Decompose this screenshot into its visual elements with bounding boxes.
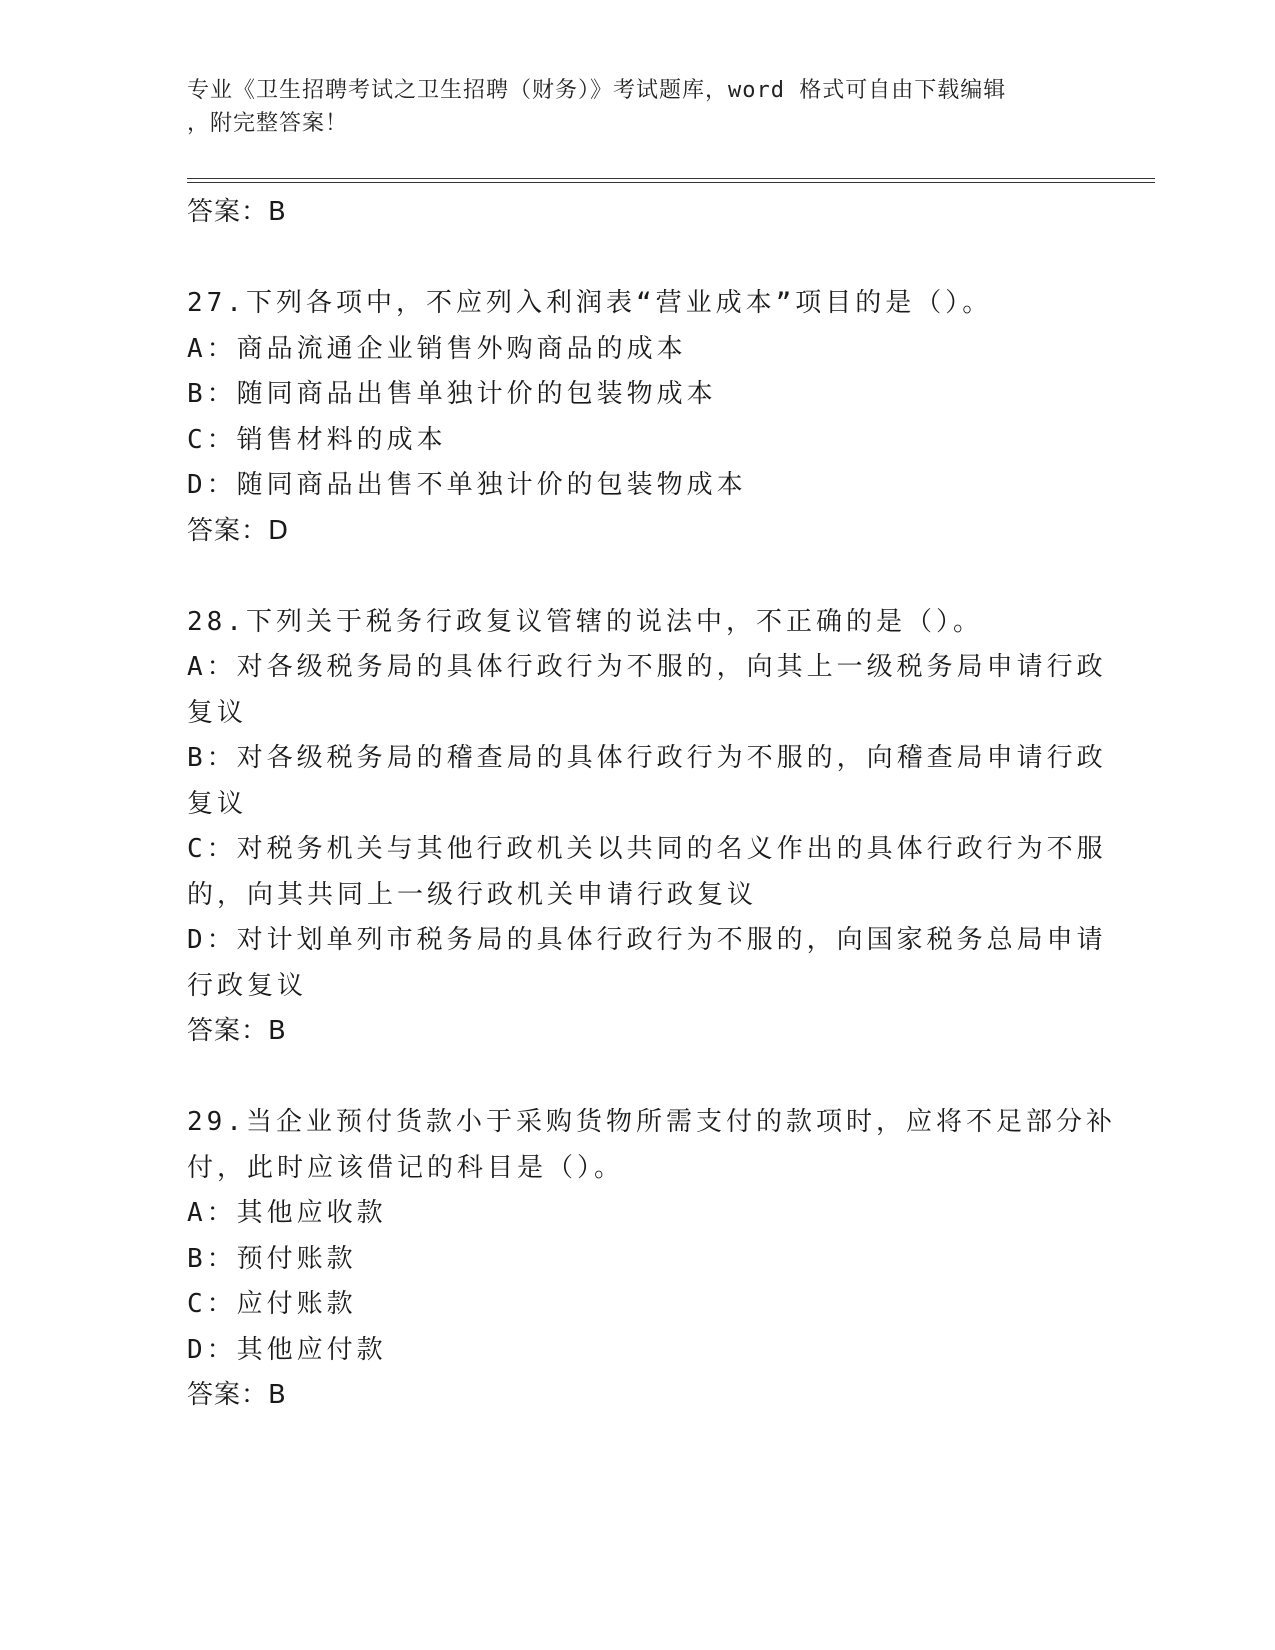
option-a: A：其他应收款: [187, 1198, 387, 1228]
previous-answer: 答案：B: [187, 197, 287, 227]
question-stem: 28.下列关于税务行政复议管辖的说法中，不正确的是（）。: [187, 606, 983, 637]
option-b-continued: 复议: [187, 788, 248, 819]
option-c: C：应付账款: [187, 1289, 357, 1319]
option-b: B：预付账款: [187, 1243, 357, 1274]
header-line-1: 专业《卫生招聘考试之卫生招聘（财务）》考试题库，word 格式可自由下载编辑: [187, 78, 1007, 103]
option-b: B：随同商品出售单独计价的包装物成本: [187, 379, 717, 409]
spacer: [187, 236, 1087, 282]
question-answer: 答案：B: [187, 1380, 287, 1410]
option-d: D：其他应付款: [187, 1334, 387, 1365]
question-answer: 答案：D: [187, 515, 290, 546]
question-stem: 27.下列各项中，不应列入利润表“营业成本”项目的是（）。: [187, 288, 993, 318]
question-content: [187, 190, 1116, 1419]
option-a: A：商品流通企业销售外购商品的成本: [187, 333, 687, 364]
header-divider: [187, 178, 1155, 183]
question-stem-continued: 付，此时应该借记的科目是（）。: [187, 1152, 625, 1183]
option-d: D：对计划单列市税务局的具体行政行为不服的，向国家税务总局申请: [187, 925, 1107, 955]
option-a-continued: 复议: [187, 697, 248, 728]
question-27: [187, 281, 1087, 554]
question-stem: 29.当企业预付货款小于采购货物所需支付的款项时，应将不足部分补: [187, 1107, 1116, 1137]
spacer: [187, 554, 1087, 600]
option-c: C：销售材料的成本: [187, 424, 447, 455]
option-c: C：对税务机关与其他行政机关以共同的名义作出的具体行政行为不服: [187, 834, 1107, 864]
option-d-continued: 行政复议: [187, 970, 308, 1001]
question-29: [187, 1100, 1116, 1419]
option-b: B：对各级税务局的稽查局的具体行政行为不服的，向稽查局申请行政: [187, 743, 1107, 773]
header-line-2: ，附完整答案！: [187, 111, 349, 136]
option-a: A：对各级税务局的具体行政行为不服的，向其上一级税务局申请行政: [187, 652, 1107, 682]
spacer: [187, 1055, 1087, 1101]
question-28: [187, 600, 1107, 1055]
option-d: D：随同商品出售不单独计价的包装物成本: [187, 470, 747, 500]
option-c-continued: 的，向其共同上一级行政机关申请行政复议: [187, 879, 758, 910]
question-answer: 答案：B: [187, 1016, 287, 1046]
page-header: [187, 74, 1067, 140]
